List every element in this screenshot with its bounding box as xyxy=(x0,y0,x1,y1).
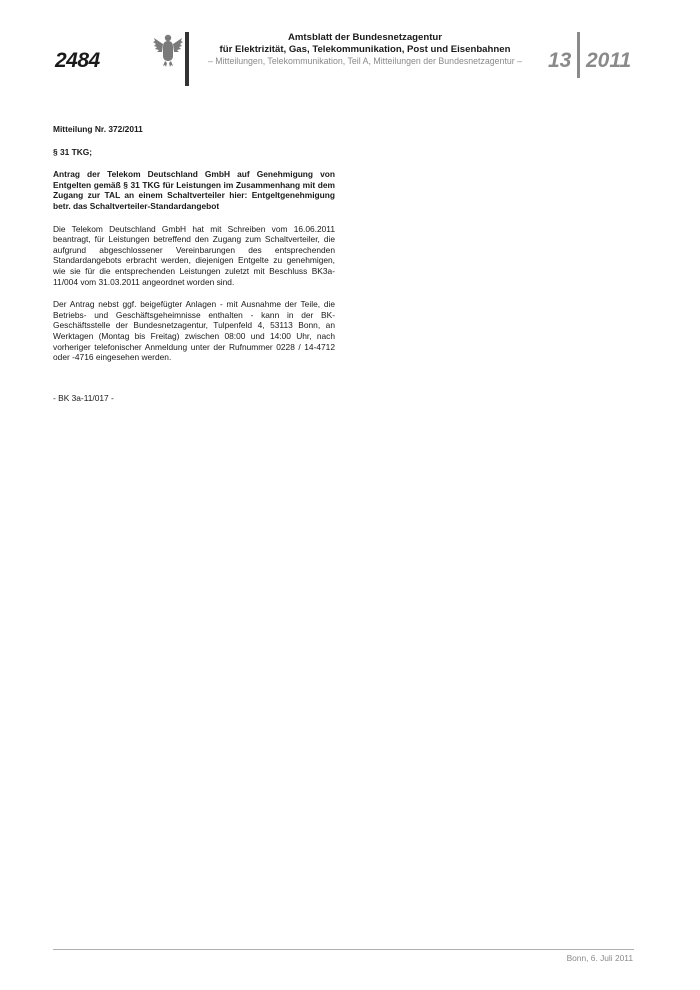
notice-body xyxy=(53,124,335,403)
file-reference: - BK 3a-11/017 - xyxy=(53,392,114,403)
issue-year: 2011 xyxy=(586,49,632,72)
issue-divider xyxy=(577,32,580,78)
masthead-subtitle: – Mitteilungen, Telekommunikation, Teil A, Mitteilungen der Bundesnetzagentur – xyxy=(207,56,523,66)
logo-bar xyxy=(185,32,189,86)
footer-date: Bonn, 6. Juli 2011 xyxy=(566,953,633,963)
federal-eagle-icon xyxy=(152,32,184,68)
footer-divider xyxy=(53,949,634,950)
masthead-title-line2: für Elektrizität, Gas, Telekommunikation, Post und Eisenbahnen xyxy=(219,44,511,55)
masthead-title xyxy=(200,32,530,56)
masthead-title-line1: Amtsblatt der Bundesnetzagentur xyxy=(287,32,443,43)
paragraph-inspection: Der Antrag nebst ggf. beigefügter Anlagen - mit Ausnahme der Teile, die Betriebs- und Geschäftsgeheimnisse enthalten - kann in der BK-Geschäftsstelle der Bundesnetzagentur, Tulpenfeld 4, 53113 Bonn, an Werktagen (Montag bis Freitag) zwischen 08:00 und 14:00 Uhr, nach vorheriger telefonischer Anmeldung unter der Rufnummer 0228 / 14-4712 oder -4716 eingesehen werden. xyxy=(53,299,335,363)
page-number: 2484 xyxy=(55,49,100,72)
notice-subject: Antrag der Telekom Deutschland GmbH auf Genehmigung von Entgelten gemäß § 31 TKG für Leistungen im Zusammenhang mit dem Zugang zur TAL an einem Schaltverteiler hier: Entgeltgenehmigung betr. das Schaltverteiler-Standardangebot xyxy=(53,169,335,211)
paragraph-application: Die Telekom Deutschland GmbH hat mit Schreiben vom 16.06.2011 beantragt, für Leistungen betreffend den Zugang zum Schaltverteiler, die aufgrund abgeschlossener Vereinbarungen des entsprechenden Standardangebots erbracht werden, diejenigen Entgelte zu genehmigen, wie sie für die entsprechenden Leistungen zuletzt mit Beschluss BK3a-11/004 vom 31.03.2011 angeordnet worden sind. xyxy=(53,223,335,287)
issue-number: 13 xyxy=(548,49,572,72)
section-reference: § 31 TKG; xyxy=(53,146,93,157)
notice-title: Mitteilung Nr. 372/2011 xyxy=(53,124,143,134)
